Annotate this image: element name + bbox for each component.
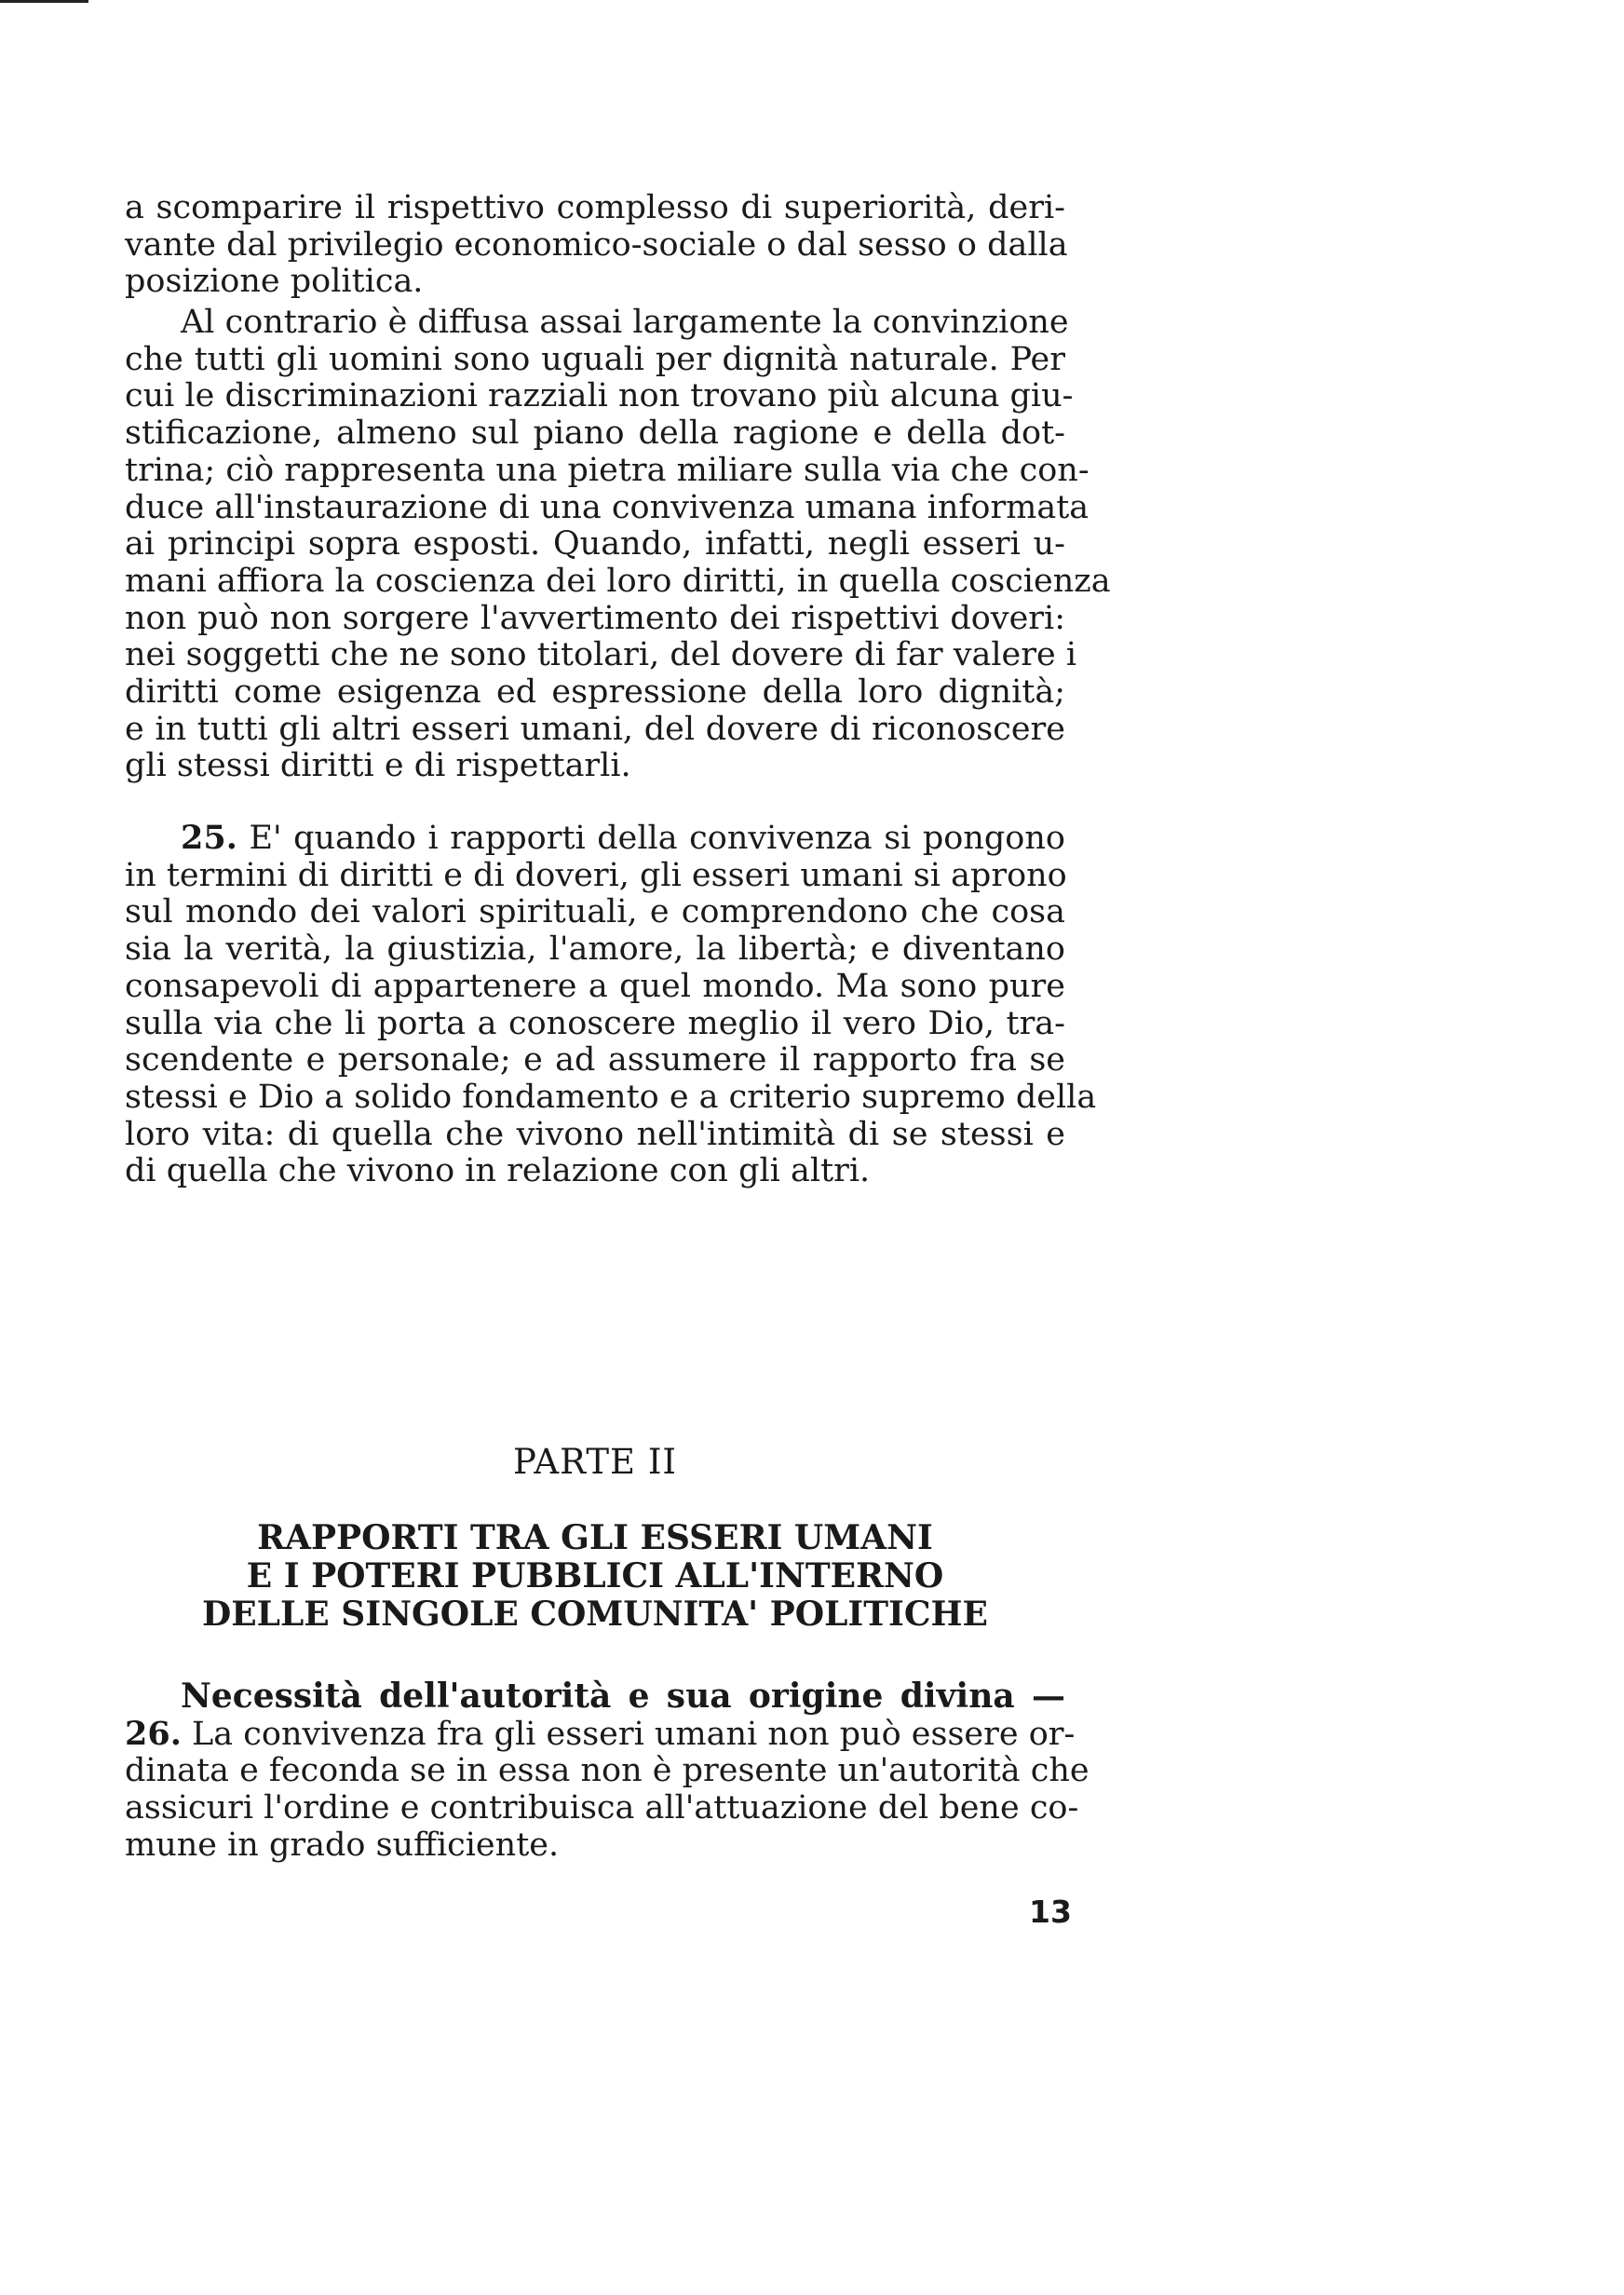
paragraph-25 bbox=[125, 819, 1097, 1190]
text-line: dinata e feconda se in essa non è presente un'autorità che bbox=[125, 1752, 1089, 1790]
text-line: scendente e personale; e ad assumere il rapporto fra se bbox=[125, 1041, 1065, 1080]
paragraph-number: 25. bbox=[181, 819, 237, 857]
heading-line: DELLE SINGOLE COMUNITA' POLITICHE bbox=[201, 1595, 988, 1634]
paragraph-first-line bbox=[125, 820, 1065, 858]
text-line: sia la verità, la giustizia, l'amore, la libertà; e diventano bbox=[125, 930, 1065, 969]
text-line: di quella che vivono in relazione con gli altri. bbox=[125, 1152, 871, 1190]
paragraph-first-line bbox=[125, 1714, 1076, 1754]
text-line: cui le discriminazioni razziali non trovano più alcuna giu- bbox=[125, 377, 1074, 415]
text-line: trina; ciò rappresenta una pietra miliare sulla via che con- bbox=[125, 451, 1089, 489]
text-line: loro vita: di quella che vivono nell'intimità di se stessi e bbox=[125, 1115, 1065, 1153]
text-line: non può non sorgere l'avvertimento dei rispettivi doveri: bbox=[125, 599, 1065, 637]
paragraph-number: 26. bbox=[125, 1714, 182, 1753]
paragraph-continuation bbox=[125, 189, 1068, 301]
text-line: che tutti gli uomini sono uguali per dignità naturale. Per bbox=[125, 340, 1065, 378]
text-line: stificazione, almeno sul piano della ragione e della dot- bbox=[125, 414, 1065, 453]
text-line: mani affiora la coscienza dei loro diritti, in quella coscienza bbox=[125, 562, 1111, 600]
paragraph-26 bbox=[125, 1677, 1089, 1865]
text-line: E' quando i rapporti della convivenza si pongono bbox=[249, 820, 1065, 857]
page-number: 13 bbox=[1029, 1894, 1072, 1930]
text-line: stessi e Dio a solido fondamento e a criterio supremo della bbox=[125, 1078, 1097, 1116]
text-line: sul mondo dei valori spirituali, e comprendono che cosa bbox=[125, 893, 1065, 931]
text-line: duce all'instaurazione di una convivenza umana informata bbox=[125, 488, 1089, 526]
text-line: consapevoli di appartenere a quel mondo. Ma sono pure bbox=[125, 967, 1065, 1005]
text-line: assicuri l'ordine e contribuisca all'attuazione del bene co- bbox=[125, 1789, 1079, 1827]
part-title: PARTE II bbox=[512, 1442, 678, 1482]
section-title bbox=[125, 1519, 1065, 1634]
text-line: Al contrario è diffusa assai largamente la convinzione bbox=[181, 304, 1069, 341]
text-line: e in tutti gli altri esseri umani, del dovere di riconoscere bbox=[125, 710, 1065, 748]
text-line: La convivenza fra gli esseri umani non può essere or- bbox=[192, 1715, 1076, 1753]
heading-line: RAPPORTI TRA GLI ESSERI UMANI bbox=[257, 1518, 933, 1557]
text-line: mune in grado sufficiente. bbox=[125, 1826, 560, 1864]
subsection-heading: Necessità dell'autorità e sua origine divina — bbox=[181, 1677, 1065, 1716]
text-line: posizione politica. bbox=[125, 263, 424, 301]
text-line: gli stessi diritti e di rispettarli. bbox=[125, 747, 631, 785]
text-line: diritti come esigenza ed espressione della loro dignità; bbox=[125, 673, 1065, 712]
text-line: sulla via che li porta a conoscere meglio il vero Dio, tra- bbox=[125, 1004, 1065, 1042]
text-line: vante dal privilegio economico-sociale o dal sesso o dalla bbox=[125, 225, 1068, 264]
text-line: nei soggetti che ne sono titolari, del dovere di far valere i bbox=[125, 636, 1077, 674]
heading-line: E I POTERI PUBBLICI ALL'INTERNO bbox=[246, 1556, 944, 1596]
text-line: in termini di diritti e di doveri, gli esseri umani si aprono bbox=[125, 856, 1067, 894]
paragraph-equality bbox=[125, 304, 1111, 785]
scan-edge-mark bbox=[0, 0, 88, 3]
text-line: a scomparire il rispettivo complesso di superiorità, deri- bbox=[125, 189, 1065, 226]
text-line: ai principi sopra esposti. Quando, infatti, negli esseri u- bbox=[125, 525, 1065, 564]
